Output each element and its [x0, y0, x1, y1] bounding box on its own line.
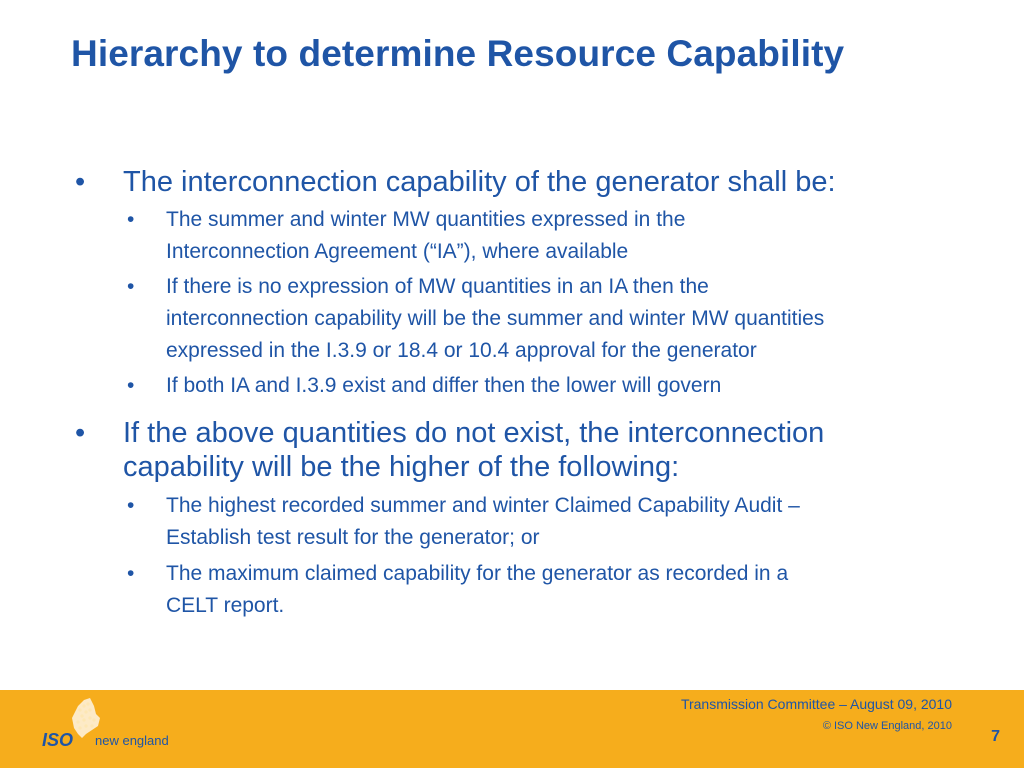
footer-bar	[0, 690, 1024, 768]
bullet-text	[123, 165, 943, 199]
logo-name-text: new england	[95, 733, 169, 748]
footer-copyright-text: © ISO New England, 2010	[822, 720, 952, 732]
bullet-marker: •	[75, 417, 86, 449]
sub-bullet-marker: •	[127, 275, 135, 298]
sub-bullet-line: If there is no expression of MW quantities in an IA then the	[166, 275, 709, 298]
sub-bullet-marker: •	[127, 374, 135, 397]
sub-bullet-line: If both IA and I.3.9 exist and differ then the lower will govern	[166, 374, 722, 397]
slide-title: Hierarchy to determine Resource Capability	[71, 33, 845, 74]
bullet-line: The interconnection capability of the generator shall be:	[123, 166, 836, 198]
sub-bullet-line: The highest recorded summer and winter Claimed Capability Audit –	[166, 494, 800, 517]
new-england-map-icon	[38, 696, 188, 762]
sub-bullet-text	[166, 490, 996, 554]
sub-bullet-line: The summer and winter MW quantities expressed in the	[166, 208, 686, 231]
sub-bullet-line: Establish test result for the generator; or	[166, 526, 540, 549]
bullet-line: If the above quantities do not exist, the interconnection	[123, 417, 825, 449]
sub-bullet-text	[166, 370, 996, 402]
bullet-marker: •	[75, 166, 86, 198]
sub-bullet-line: CELT report.	[166, 594, 285, 617]
sub-bullet-line: expressed in the I.3.9 or 18.4 or 10.4 approval for the generator	[166, 339, 757, 362]
sub-bullet-line: Interconnection Agreement (“IA”), where available	[166, 240, 629, 263]
iso-new-england-logo	[38, 696, 188, 762]
sub-bullet-text	[166, 271, 996, 367]
sub-bullet-line: The maximum claimed capability for the generator as recorded in a	[166, 562, 789, 585]
logo-iso-text: ISO	[42, 730, 74, 750]
sub-bullet-marker: •	[127, 494, 135, 517]
sub-bullet-marker: •	[127, 208, 135, 231]
bullet-text	[123, 416, 943, 484]
sub-bullet-text	[166, 204, 996, 268]
footer-committee-text: Transmission Committee – August 09, 2010	[680, 696, 952, 712]
sub-bullet-text	[166, 558, 996, 622]
sub-bullet-marker: •	[127, 562, 135, 585]
sub-bullet-line: interconnection capability will be the summer and winter MW quantities	[166, 307, 825, 330]
page-number: 7	[991, 728, 1000, 745]
bullet-line: capability will be the higher of the following:	[123, 451, 680, 483]
